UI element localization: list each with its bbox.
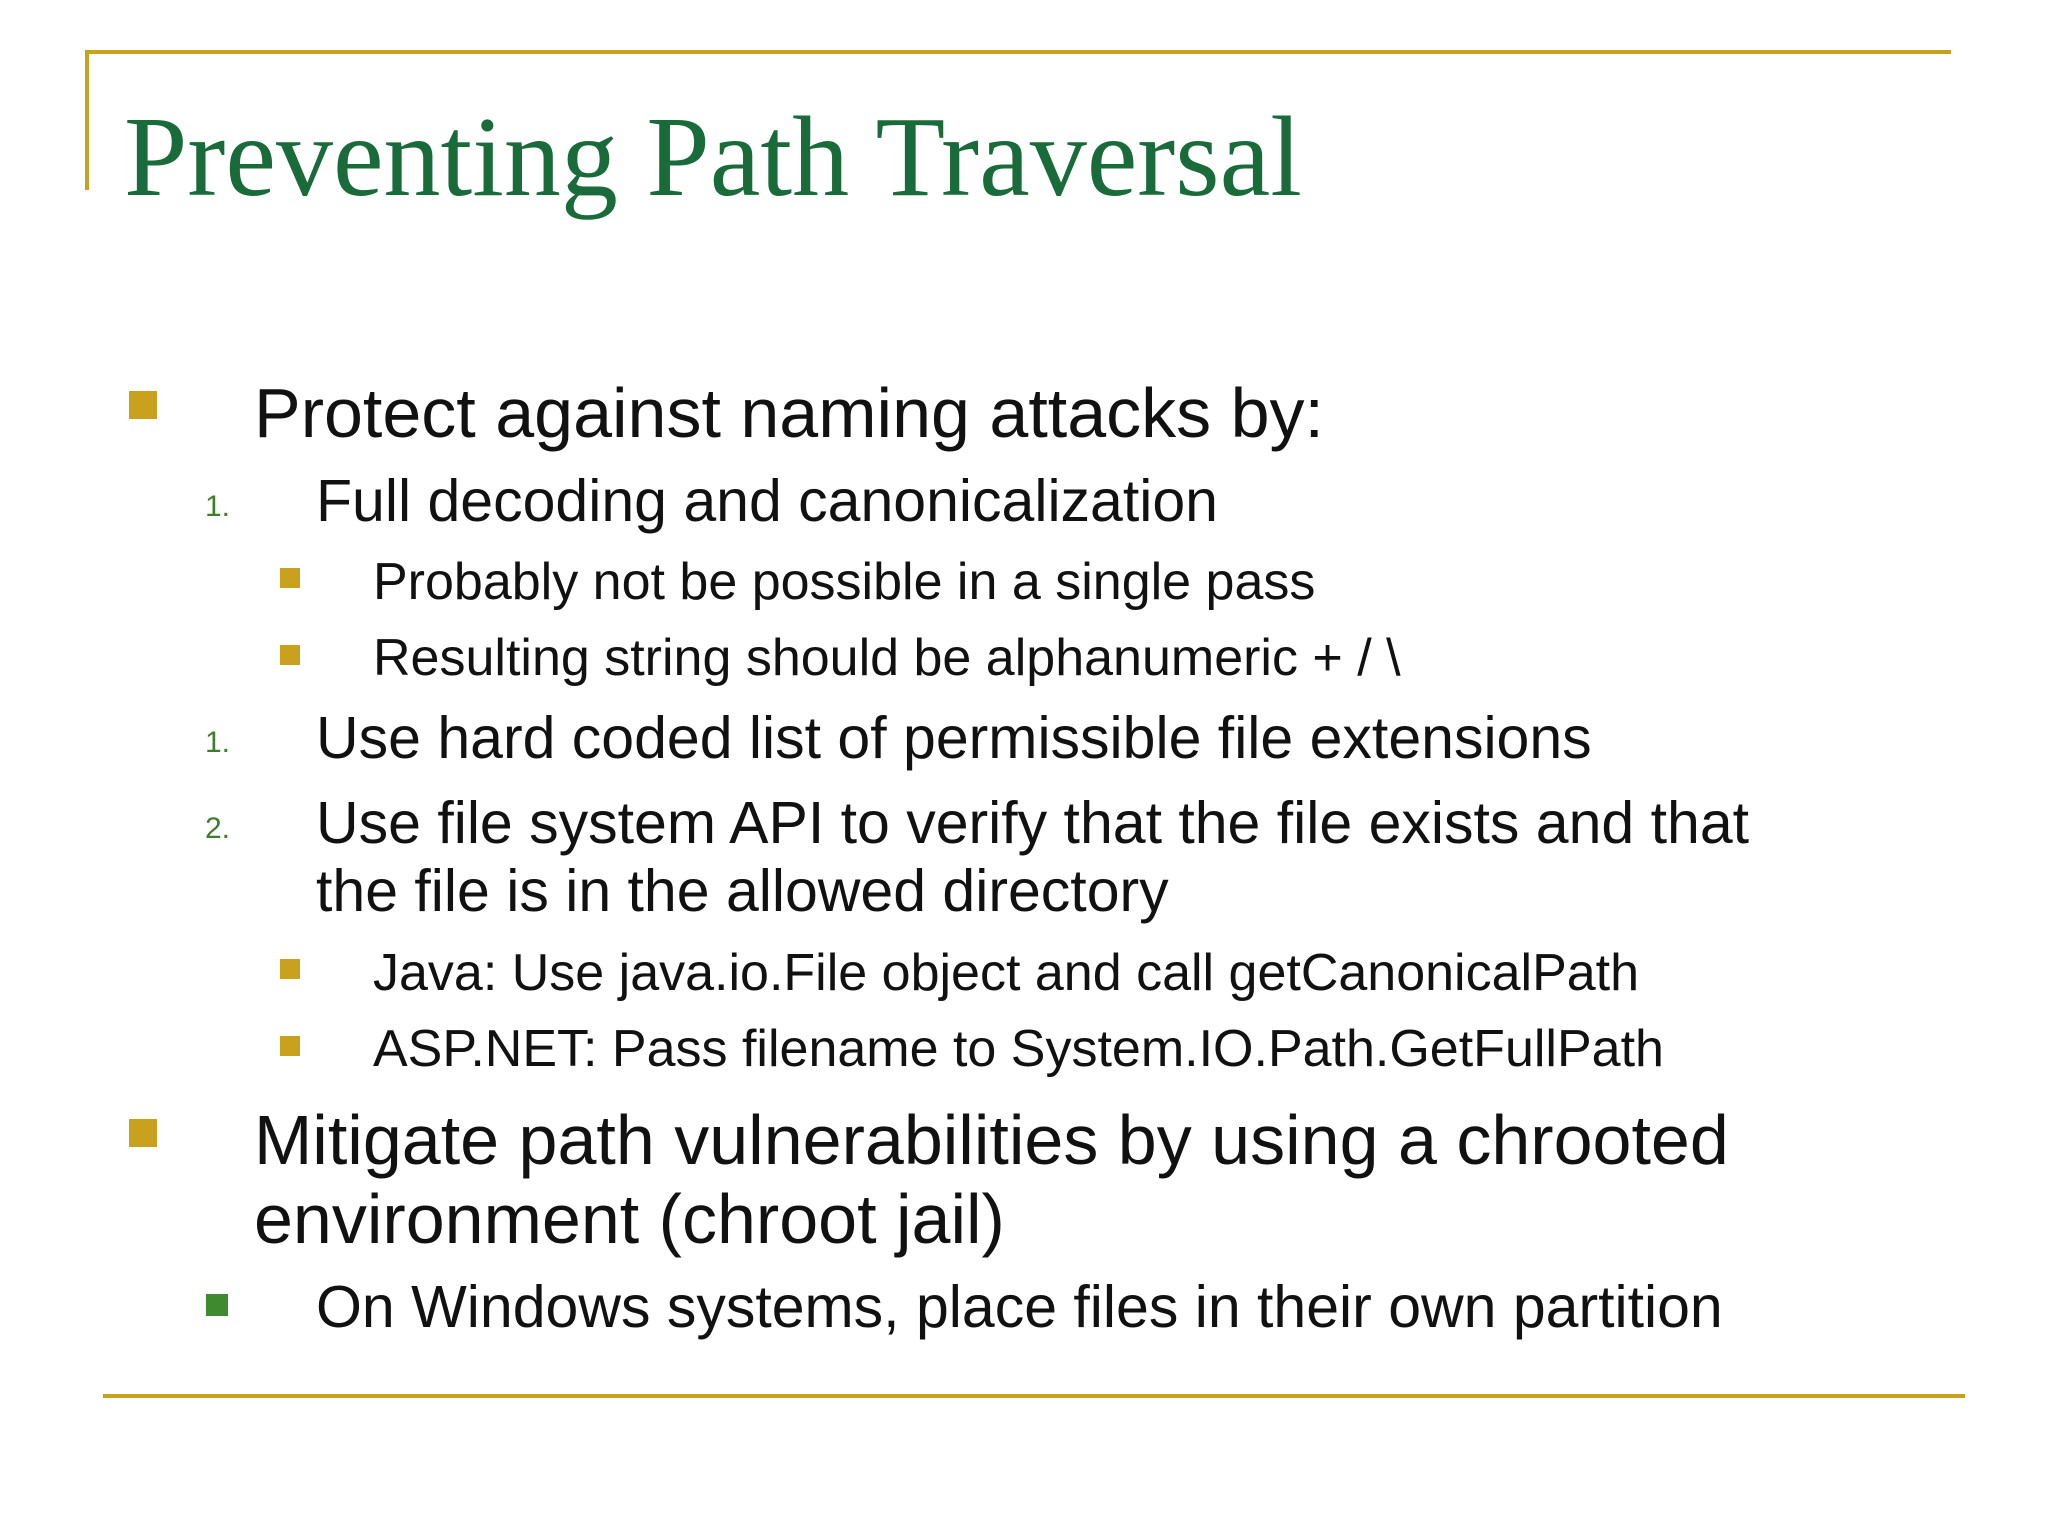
- frame-top-rule: [85, 50, 1951, 54]
- list-item-file-system-api-cont: the file is in the allowed directory: [316, 858, 1169, 924]
- list-item-mitigate-cont: environment (chroot jail): [254, 1180, 1005, 1258]
- bullet-square-icon: [129, 1119, 157, 1147]
- list-item-mitigate: Mitigate path vulnerabilities by using a chrooted: [254, 1101, 1729, 1179]
- list-item-aspnet: ASP.NET: Pass filename to System.IO.Path.GetFullPath: [373, 1020, 1664, 1078]
- list-number: 1.: [205, 490, 231, 523]
- bullet-square-icon: [280, 1036, 300, 1056]
- bullet-square-icon: [280, 959, 300, 979]
- frame-left-rule: [85, 50, 89, 190]
- bullet-square-icon: [280, 568, 300, 588]
- bullet-square-icon: [280, 645, 300, 665]
- list-item-protect: Protect against naming attacks by:: [254, 374, 1324, 452]
- list-number: 2.: [205, 812, 231, 845]
- list-item-hard-coded-list: Use hard coded list of permissible file extensions: [316, 705, 1592, 771]
- list-number: 1.: [205, 726, 231, 759]
- list-item-single-pass: Probably not be possible in a single pass: [373, 553, 1316, 611]
- list-item-windows: On Windows systems, place files in their own partition: [316, 1274, 1723, 1340]
- list-item-full-decoding: Full decoding and canonicalization: [316, 468, 1218, 534]
- slide-title: Preventing Path Traversal: [124, 93, 1302, 220]
- list-item-alphanumeric: Resulting string should be alphanumeric + / \: [373, 629, 1401, 687]
- bullet-square-icon: [206, 1294, 228, 1316]
- list-item-java: Java: Use java.io.File object and call getCanonicalPath: [373, 944, 1640, 1002]
- bullet-square-icon: [129, 391, 157, 419]
- list-item-file-system-api: Use file system API to verify that the file exists and that: [316, 790, 1750, 856]
- frame-bottom-rule: [103, 1394, 1965, 1398]
